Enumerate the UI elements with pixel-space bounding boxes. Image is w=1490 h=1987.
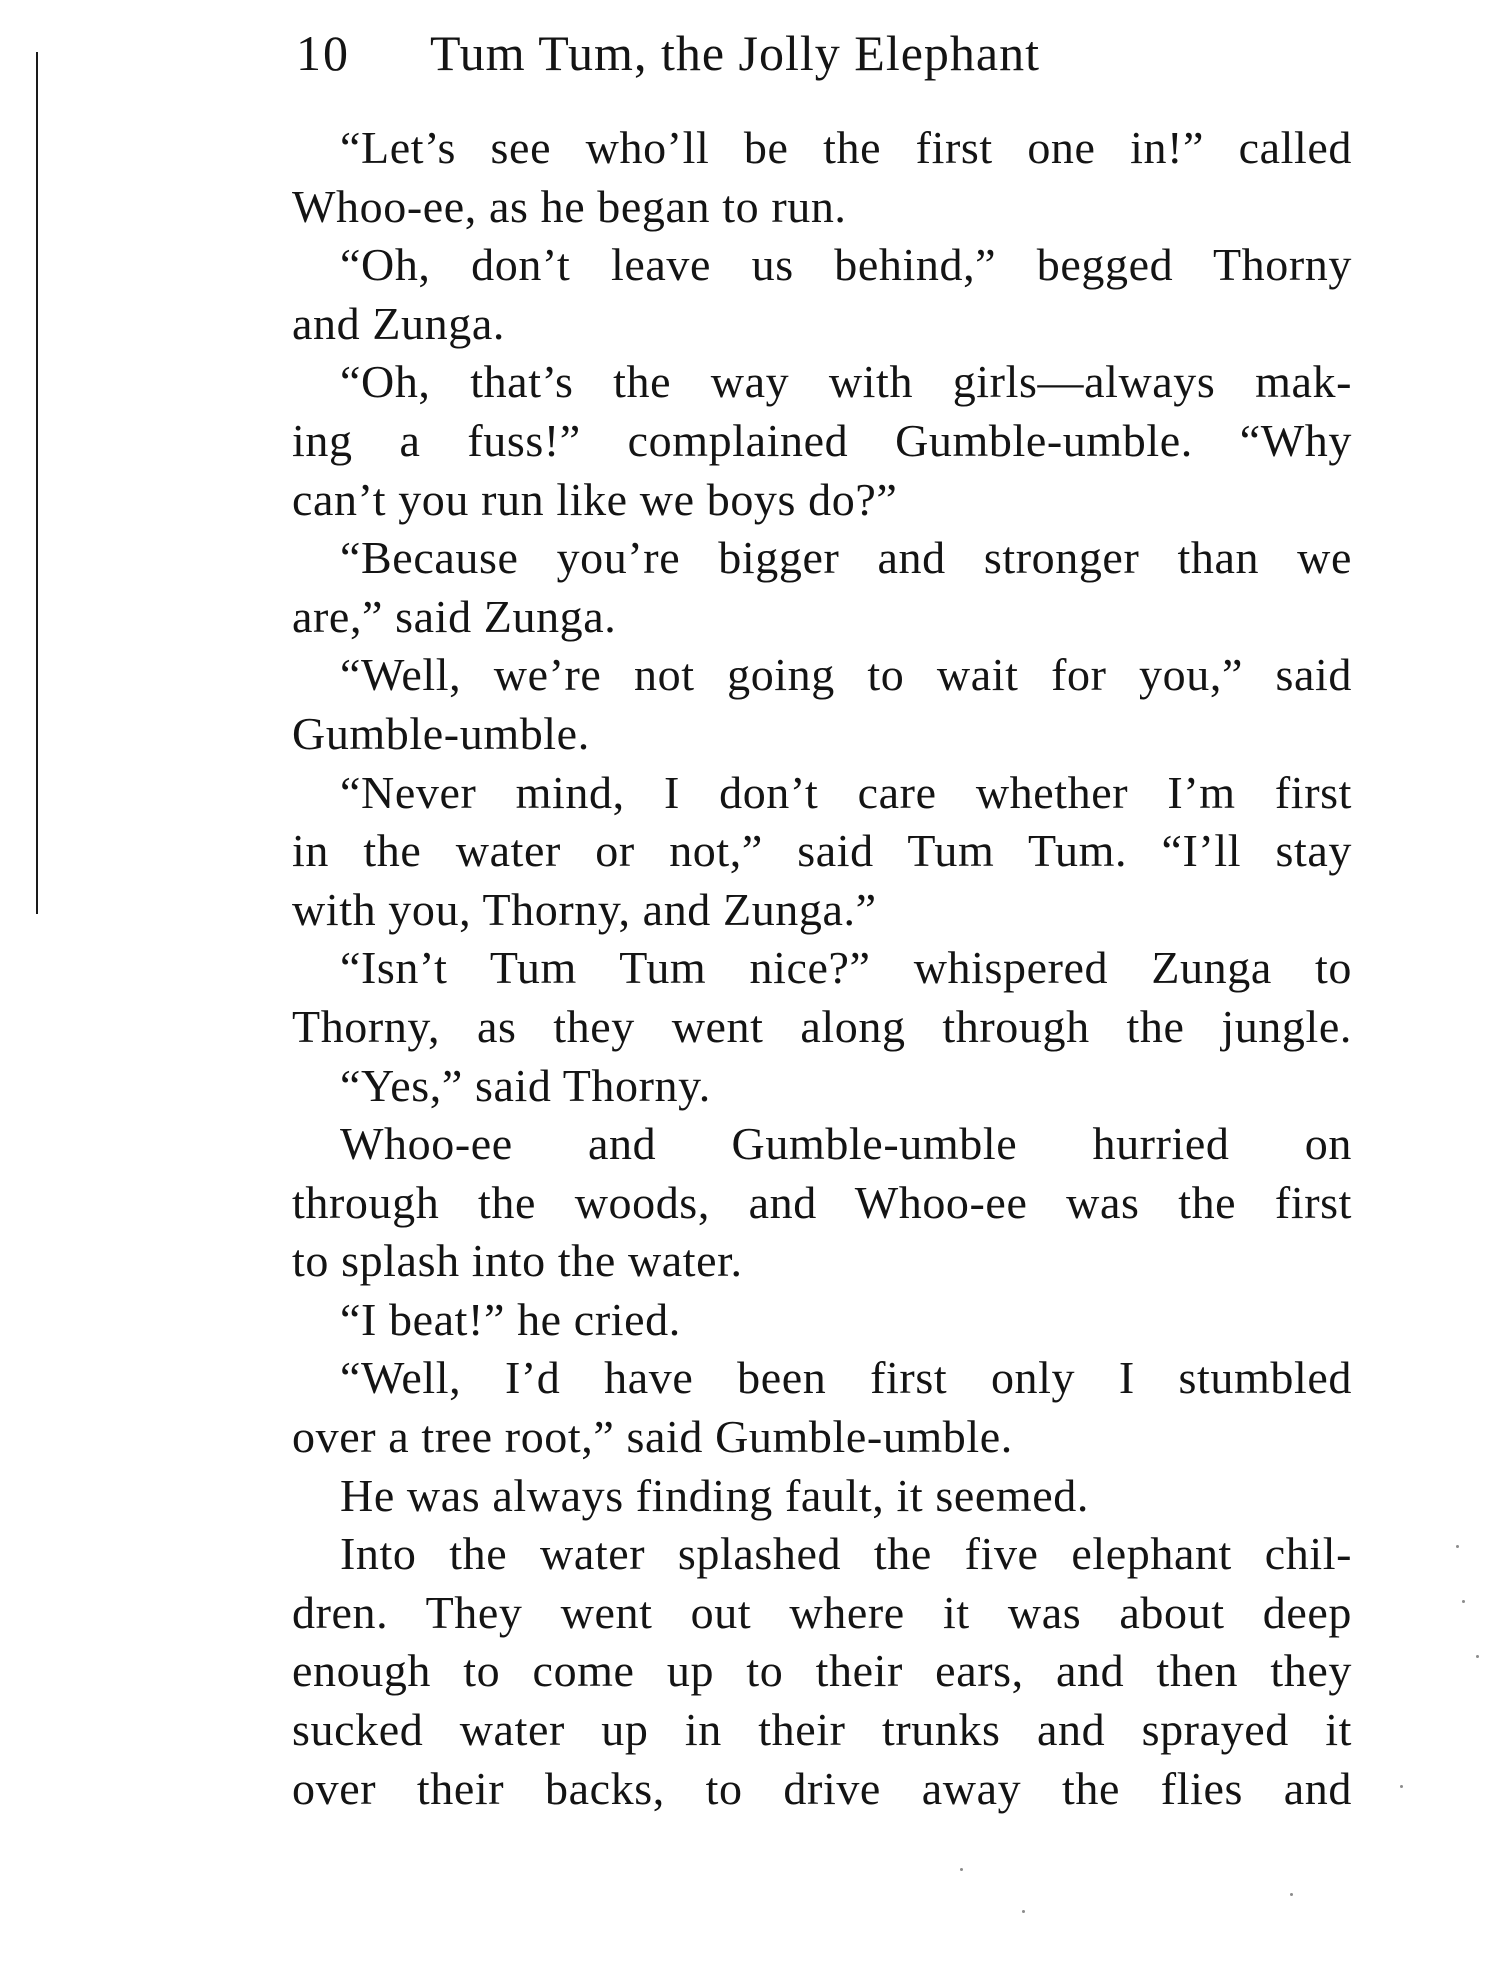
text-line: to splash into the water. — [292, 1235, 743, 1287]
text-line: sucked water up in their trunks and sprayed it — [292, 1704, 1352, 1756]
text-line: “Oh, that’s the way with girls—always mak- — [340, 356, 1352, 408]
scan-speck — [960, 1868, 963, 1871]
text-line: “Because you’re bigger and stronger than we — [340, 532, 1352, 584]
text-line: can’t you run like we boys do?” — [292, 473, 898, 525]
text-line: Gumble-umble. — [292, 707, 590, 759]
text-line: dren. They went out where it was about deep — [292, 1586, 1352, 1638]
running-title: Tum Tum, the Jolly Elephant — [430, 25, 1040, 81]
text-line: “Well, I’d have been first only I stumbled — [340, 1352, 1352, 1404]
scan-speck — [1476, 1655, 1479, 1658]
text-line: in the water or not,” said Tum Tum. “I’ll stay — [292, 825, 1352, 877]
scan-speck — [1456, 1545, 1459, 1548]
scan-margin-line — [36, 52, 38, 914]
body-text — [292, 119, 1352, 1818]
text-line: Whoo-ee, as he began to run. — [292, 180, 847, 232]
text-line: Into the water splashed the five elephant chil- — [340, 1528, 1352, 1580]
scan-speck — [1290, 1893, 1293, 1896]
text-line: “I beat!” he cried. — [340, 1293, 681, 1345]
scan-speck — [1400, 1785, 1403, 1788]
text-line: are,” said Zunga. — [292, 590, 617, 642]
page-number: 10 — [296, 25, 350, 81]
text-line: “Let’s see who’ll be the first one in!” called — [340, 122, 1352, 173]
scan-speck — [1462, 1600, 1465, 1603]
text-line: over their backs, to drive away the flies and — [292, 1762, 1352, 1814]
text-line: over a tree root,” said Gumble-umble. — [292, 1411, 1013, 1463]
text-line: “Oh, don’t leave us behind,” begged Thorny — [340, 239, 1352, 291]
scan-speck — [1022, 1910, 1025, 1913]
text-line: ing a fuss!” complained Gumble-umble. “Why — [292, 414, 1352, 466]
text-line: “Never mind, I don’t care whether I’m first — [340, 766, 1352, 818]
running-head — [292, 22, 1292, 84]
text-line: “Isn’t Tum Tum nice?” whispered Zunga to — [340, 942, 1352, 994]
text-line: “Yes,” said Thorny. — [340, 1059, 711, 1111]
text-line: and Zunga. — [292, 297, 505, 349]
text-line: He was always finding fault, it seemed. — [340, 1469, 1089, 1521]
text-line: Thorny, as they went along through the jungle. — [292, 1000, 1352, 1052]
text-line: through the woods, and Whoo-ee was the first — [292, 1176, 1352, 1228]
text-line: “Well, we’re not going to wait for you,” said — [340, 649, 1352, 701]
text-line: with you, Thorny, and Zunga.” — [292, 883, 877, 935]
text-line: Whoo-ee and Gumble-umble hurried on — [340, 1118, 1352, 1170]
text-line: enough to come up to their ears, and then they — [292, 1645, 1352, 1697]
